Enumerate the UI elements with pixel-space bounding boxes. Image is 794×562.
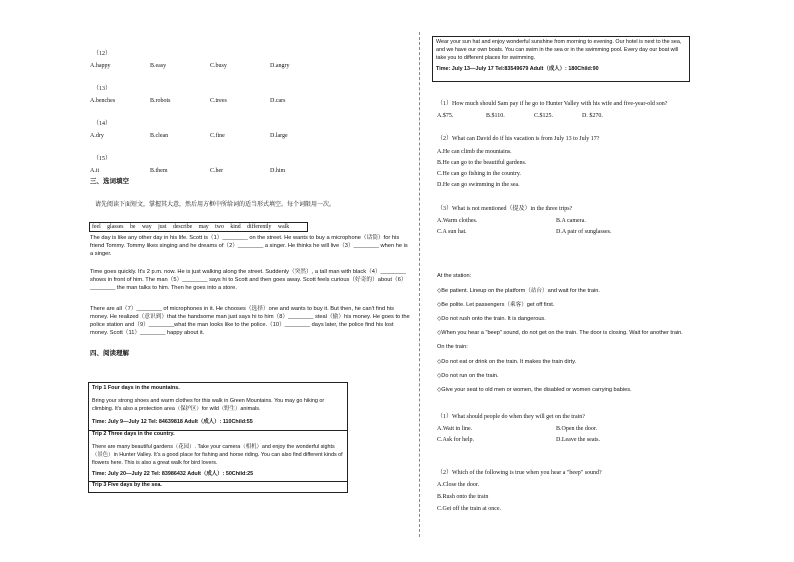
reading-q3-option-b: B.A camera. — [556, 218, 586, 224]
word-box-item: way — [141, 224, 152, 230]
q15-option-b: B.them — [150, 168, 168, 174]
trip-1-info: Time: July 9—July 12 Tel: 84639818 Adult（成人）: 110Child:55 — [92, 419, 253, 426]
reading-q2-stem: （2）What can David do if his vacation is from July 13 to July 17? — [437, 136, 600, 142]
train-heading: On the train: — [437, 344, 468, 350]
reading-q1-stem: （1）How much should Sam pay if he go to Hunter Valley with his wife and five-year-old son? — [437, 101, 668, 107]
train-rule: ◇Do not run on the train. — [437, 373, 499, 379]
trip-1-title: Trip 1 Four days in the mountains. — [92, 385, 180, 391]
reading-q4-option-b: B.Open the door. — [556, 426, 597, 432]
word-box — [89, 222, 308, 232]
word-box-item: describe — [172, 224, 193, 230]
station-rule: ◇Be patient. Lineup on the platform（站台）and wait for the train. — [437, 288, 600, 294]
q14-option-a: A.dry — [90, 133, 104, 139]
reading-q3-option-a: A.Warm clothes. — [437, 218, 478, 224]
word-box-item: be — [130, 224, 136, 230]
q15-option-c: C.her — [210, 168, 224, 174]
reading-q4-option-a: A.Wait in line. — [437, 426, 473, 432]
reading-q2-option-a: A.He can climb the mountains. — [437, 149, 512, 155]
trip-3-title: Trip 3 Five days by the sea. — [92, 482, 162, 489]
reading-q2-option-d: D.He can go swimming in the sea. — [437, 182, 520, 188]
trip-3-info: Time: July 13—July 17 Tel:83549679 Adult（成人）: 180Child:90 — [436, 66, 599, 73]
trip-2-info: Time: July 20—July 22 Tel: 83986432 Adult（成人）: 50Child:25 — [92, 470, 254, 477]
train-rule: ◇Do not eat or drink on the train. It makes the train dirty. — [437, 359, 577, 365]
station-heading: At the station: — [437, 273, 472, 279]
word-box-item: kind — [230, 224, 241, 230]
section-4-title: 四、阅读理解 — [90, 350, 129, 357]
q13-option-a: A.benches — [90, 98, 116, 104]
reading-q5-option-c: C.Get off the train at once. — [437, 506, 502, 512]
reading-q5-stem: （2）Which of the following is true when you hear a "beep" sound? — [437, 470, 602, 476]
trip-2-description: There are many beautiful gardens（花园）. Take your camera（相机）and enjoy the wonderful sights（景色）in Hunter Valley. It's a good place for fishing and horse riding. You can also find different kinds of flowers here. This is also a great walk for bird lovers. — [92, 444, 343, 466]
passage-paragraph-1: The day is like any other day in his life. Scott is（1）________ on the street. He wants to buy a microphone（话筒）for his friend Tommy. Tommy likes singing and he dreams of（2）________ a singer. He thinks he will live（3）________ when he is a singer. — [90, 235, 408, 258]
q13-option-b: B.robots — [150, 98, 171, 104]
q12-option-c: C.busy — [210, 63, 227, 69]
question-13-number: （13） — [93, 86, 112, 92]
trip-1-description: Bring your strong shoes and warm clothes for this walk in Green Mountains. You may go hiking or climbing. It's also a protection area（保护区）for wild（野生）animals. — [92, 397, 325, 412]
reading-q3-stem: （3）What is not mentioned（提及）in the three trips? — [437, 206, 573, 212]
q13-option-d: D.cars — [270, 98, 286, 104]
trip-3-description: Wear your sun hat and enjoy wonderful sunshine from morning to evening. Our hotel is next to the sea, and we have our own boats. You can swim in the sea or in the swimming pool. Every day our boat will take you to different places for swimming. — [436, 39, 682, 61]
reading-q1-option-b: B.$110. — [486, 113, 505, 119]
word-box-item: feel — [92, 224, 101, 230]
question-12-number: （12） — [93, 51, 112, 57]
passage-paragraph-3: There are all（7）________ of microphones in it. He chooses（选择）one and wants to buy it. But then, he can't find his money. He realized（意识到）that the handsome man just says hi to him（8）________ steal（偷）his money. He goes to the police station and（9）________what the man looks like to the police.（10）________ days later, the police find his lost money. Scott（11）________ happy about it. — [90, 306, 410, 337]
q12-option-b: B.easy — [150, 63, 167, 69]
reading-q4-stem: （1）What should people do when they will get on the train? — [437, 414, 585, 420]
q12-option-a: A.happy — [90, 63, 111, 69]
reading-q3-option-c: C.A sun hat. — [437, 229, 467, 235]
word-box-item: just — [158, 224, 167, 230]
reading-q3-option-d: D.A pair of sunglasses. — [556, 229, 612, 235]
trip-2-title: Trip 2 Three days in the country. — [92, 431, 175, 438]
word-box-item: may — [198, 224, 209, 230]
reading-q2-option-c: C.He can go fishing in the country. — [437, 171, 521, 177]
trip-info-box — [88, 382, 348, 493]
train-rule: ◇Give your seat to old men or women, the disabled or women carrying babies. — [437, 387, 632, 393]
reading-q2-option-b: B.He can go to the beautiful gardens. — [437, 160, 527, 166]
reading-q1-option-c: C.$125. — [534, 113, 554, 119]
question-14-number: （14） — [93, 121, 112, 127]
reading-q4-option-d: D.Leave the seats. — [556, 437, 600, 443]
word-box-item: glasses — [107, 224, 124, 230]
word-box-item: two — [215, 224, 224, 230]
q14-option-b: B.clean — [150, 133, 169, 139]
q15-option-a: A.it — [90, 168, 100, 174]
trip-3-box — [432, 36, 690, 82]
section-3-instructions: 请先阅读下面短文，掌握其大意，然后用方框中所给词的适当形式填空。每个词限用一次。 — [95, 202, 336, 208]
reading-q1-option-d: D. $270. — [582, 113, 603, 119]
word-box-item: differently — [247, 224, 272, 230]
word-box-item: walk — [277, 224, 290, 230]
column-divider — [419, 32, 420, 537]
reading-q4-option-c: C.Ask for help. — [437, 437, 474, 443]
question-15-number: （15） — [93, 156, 112, 162]
passage-paragraph-2: Time goes quickly. It's 2 p.m. now. He is just walking along the street. Suddenly（突然）, a tall man with black（4）________ shows in front of him. The man（5）________ says hi to Scott and then goes away. Scott feels curious（好奇的）about（6）________ the man talks to him. Then he goes into a store. — [90, 269, 407, 292]
reading-q1-option-a: A.$75. — [437, 113, 454, 119]
q15-option-d: D.him — [270, 168, 286, 174]
q13-option-c: C.trees — [210, 98, 227, 104]
q14-option-d: D.large — [270, 133, 288, 139]
station-rule: ◇Be polite. Let passengers（乘客）get off first. — [437, 302, 555, 308]
reading-q5-option-b: B.Rush onto the train — [437, 494, 489, 500]
reading-q5-option-a: A.Close the door. — [437, 482, 479, 488]
q14-option-c: C.fine — [210, 133, 225, 139]
station-rule: ◇When you hear a "beep" sound, do not get on the train. The door is closing. Wait for another train. — [437, 330, 683, 336]
station-rule: ◇Do not rush onto the train. It is dangerous. — [437, 316, 546, 322]
q12-option-d: D.angry — [270, 63, 290, 69]
section-3-title: 三、选词填空 — [90, 178, 129, 185]
